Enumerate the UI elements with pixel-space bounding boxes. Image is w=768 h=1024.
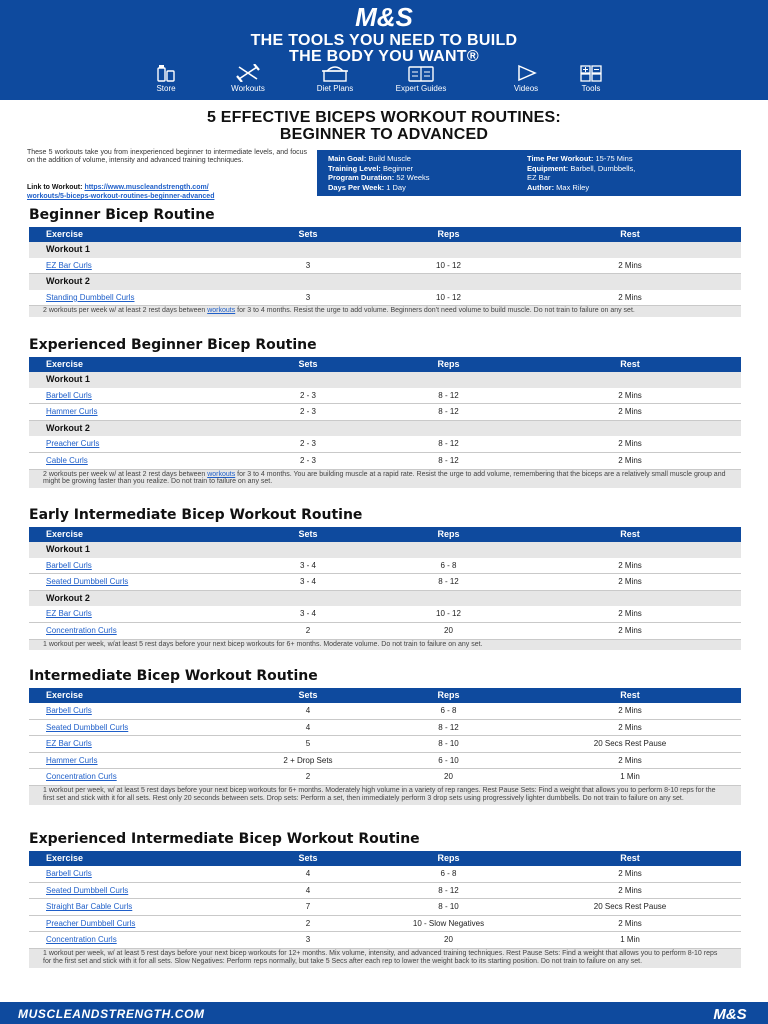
sets-cell: 5 — [238, 736, 378, 753]
nav-videos-label: Videos — [513, 84, 539, 93]
exercise-cell — [29, 882, 238, 899]
reps-cell: 10 - 12 — [378, 606, 519, 622]
exercise-link[interactable]: EZ Bar Curls — [46, 260, 92, 270]
rest-cell: 2 Mins — [519, 388, 741, 404]
exercise-link[interactable]: Seated Dumbbell Curls — [46, 722, 129, 732]
workout-group-label: Workout 2 — [29, 274, 741, 290]
sets-cell: 2 — [238, 622, 378, 639]
sets-cell: 3 - 4 — [238, 558, 378, 574]
table-row — [29, 290, 741, 306]
reps-cell: 8 - 10 — [378, 736, 519, 753]
footer-bar — [0, 1002, 768, 1024]
sets-cell: 3 - 4 — [238, 606, 378, 622]
column-header-reps: Reps — [378, 227, 519, 242]
exercise-link[interactable]: Barbell Curls — [46, 560, 92, 570]
exercise-link[interactable]: Hammer Curls — [46, 755, 98, 765]
exercise-cell — [29, 606, 238, 622]
table-row — [29, 866, 741, 882]
table-row — [29, 558, 741, 574]
section-title: Intermediate Bicep Workout Routine — [29, 668, 318, 684]
reps-cell: 8 - 12 — [378, 882, 519, 899]
routine-section — [29, 668, 741, 805]
table-row — [29, 703, 741, 719]
summary-label: Training Level: — [328, 163, 384, 173]
rest-cell: 20 Secs Rest Pause — [519, 899, 741, 916]
reps-cell: 20 — [378, 932, 519, 949]
svg-text:M&S: M&S — [713, 1006, 747, 1021]
column-header-sets: Sets — [238, 851, 378, 866]
summary-row — [527, 183, 737, 193]
reps-cell: 8 - 12 — [378, 404, 519, 421]
rest-cell: 2 Mins — [519, 752, 741, 769]
table-header-row — [29, 227, 741, 242]
routine-table — [29, 851, 741, 949]
ms-logo[interactable] — [333, 4, 435, 30]
rest-cell: 1 Min — [519, 932, 741, 949]
header-banner — [0, 0, 768, 100]
rest-cell: 2 Mins — [519, 290, 741, 306]
exercise-cell — [29, 404, 238, 421]
column-header-sets: Sets — [238, 357, 378, 372]
section-title: Beginner Bicep Routine — [29, 207, 215, 223]
exercise-cell — [29, 622, 238, 639]
table-header-row — [29, 527, 741, 542]
reps-cell: 8 - 12 — [378, 574, 519, 591]
sets-cell: 3 — [238, 258, 378, 274]
exercise-cell — [29, 388, 238, 404]
table-row — [29, 932, 741, 949]
table-row — [29, 574, 741, 591]
reps-cell: 20 — [378, 769, 519, 786]
rest-cell: 2 Mins — [519, 258, 741, 274]
exercise-cell — [29, 558, 238, 574]
intro-text: These 5 workouts take you from inexperienced beginner to intermediate levels, and focus on the addition of volume, intensity and advanced training techniques. — [27, 149, 307, 164]
workout-group-label: Workout 1 — [29, 242, 741, 258]
exercise-cell — [29, 752, 238, 769]
sets-cell: 4 — [238, 882, 378, 899]
column-header-exercise: Exercise — [29, 851, 238, 866]
header-tagline — [0, 33, 768, 65]
exercise-link[interactable]: Cable Curls — [46, 455, 88, 465]
exercise-cell — [29, 290, 238, 306]
summary-row — [328, 173, 528, 183]
reps-cell: 8 - 12 — [378, 452, 519, 469]
summary-row — [328, 164, 528, 174]
rest-cell: 2 Mins — [519, 574, 741, 591]
exercise-cell — [29, 258, 238, 274]
header-nav — [0, 64, 768, 98]
reps-cell: 10 - Slow Negatives — [378, 915, 519, 932]
nav-expert-guides-label: Expert Guides — [395, 84, 447, 93]
exercise-link[interactable]: Seated Dumbbell Curls — [46, 885, 129, 895]
reps-cell: 6 - 8 — [378, 866, 519, 882]
section-title: Early Intermediate Bicep Workout Routine — [29, 507, 363, 523]
table-header-row — [29, 688, 741, 703]
exercise-cell — [29, 899, 238, 916]
table-row — [29, 606, 741, 622]
reps-cell: 8 - 12 — [378, 388, 519, 404]
summary-row — [328, 154, 528, 164]
routine-table — [29, 227, 741, 306]
summary-value: EZ Bar — [527, 173, 551, 182]
table-row — [29, 899, 741, 916]
exercise-link[interactable]: Barbell Curls — [46, 706, 92, 715]
exercise-cell — [29, 719, 238, 736]
workout-link-line1[interactable]: https://www.muscleandstrength.com/ — [84, 184, 209, 191]
column-header-exercise: Exercise — [29, 527, 238, 542]
exercise-cell — [29, 703, 238, 719]
sets-cell: 2 - 3 — [238, 404, 378, 421]
diet-plans-icon — [317, 64, 353, 82]
exercise-cell — [29, 736, 238, 753]
exercise-link[interactable]: Concentration Curls — [46, 772, 117, 782]
sets-cell: 2 + Drop Sets — [238, 752, 378, 769]
tools-icon — [573, 64, 609, 82]
column-header-rest: Rest — [519, 851, 741, 866]
nav-tools-label: Tools — [581, 84, 601, 93]
sets-cell: 2 - 3 — [238, 452, 378, 469]
expert-guides-icon — [403, 64, 439, 82]
workouts-link[interactable]: workouts — [207, 470, 236, 478]
reps-cell: 20 — [378, 622, 519, 639]
workouts-icon — [230, 64, 266, 82]
workouts-link[interactable]: workouts — [207, 307, 236, 315]
column-header-rest: Rest — [519, 227, 741, 242]
summary-column-left — [328, 154, 528, 192]
column-header-sets: Sets — [238, 227, 378, 242]
sets-cell: 2 — [238, 915, 378, 932]
reps-cell: 8 - 12 — [378, 436, 519, 452]
workout-link-block — [27, 183, 307, 201]
workout-group-label: Workout 1 — [29, 542, 741, 558]
summary-label: Days Per Week: — [328, 182, 387, 192]
routine-table — [29, 357, 741, 470]
column-header-reps: Reps — [378, 688, 519, 703]
sets-cell: 4 — [238, 703, 378, 719]
column-header-reps: Reps — [378, 851, 519, 866]
program-summary-box — [317, 150, 741, 196]
exercise-cell — [29, 866, 238, 882]
summary-value: 1 Day — [386, 182, 406, 192]
summary-label: Time Per Workout: — [527, 154, 596, 163]
summary-value: 15-75 Mins — [595, 154, 633, 163]
rest-cell: 1 Min — [519, 769, 741, 786]
videos-icon — [508, 64, 544, 82]
sets-cell: 4 — [238, 866, 378, 882]
exercise-link[interactable]: Barbell Curls — [46, 390, 92, 400]
workout-group-label: Workout 2 — [29, 420, 741, 436]
nav-store-label: Store — [156, 84, 176, 93]
exercise-link[interactable]: Preacher Curls — [46, 439, 100, 449]
routine-section — [29, 831, 741, 968]
table-row — [29, 258, 741, 274]
workout-group-row — [29, 542, 741, 558]
exercise-link[interactable]: Hammer Curls — [46, 407, 98, 417]
routine-note: 2 workouts per week w/ at least 2 rest days between workouts for 3 to 4 months. Resist the urge to add volume. Beginners don’t need volume to build muscle. Do not train to failure on any set. — [29, 306, 741, 317]
table-header-row — [29, 357, 741, 372]
exercise-link[interactable]: EZ Bar Curls — [46, 739, 92, 749]
exercise-link[interactable]: Concentration Curls — [46, 625, 117, 635]
rest-cell: 2 Mins — [519, 404, 741, 421]
column-header-exercise: Exercise — [29, 357, 238, 372]
sets-cell: 3 - 4 — [238, 574, 378, 591]
sets-cell: 7 — [238, 899, 378, 916]
rest-cell: 2 Mins — [519, 622, 741, 639]
workout-group-row — [29, 420, 741, 436]
rest-cell: 2 Mins — [519, 915, 741, 932]
routine-table — [29, 527, 741, 640]
exercise-link[interactable]: Seated Dumbbell Curls — [46, 577, 129, 587]
section-title: Experienced Intermediate Bicep Workout Routine — [29, 831, 420, 847]
table-row — [29, 622, 741, 639]
table-row — [29, 436, 741, 452]
sets-cell: 4 — [238, 719, 378, 736]
sets-cell: 2 — [238, 769, 378, 786]
workout-group-row — [29, 590, 741, 606]
routine-note: 1 workout per week, w/ at least 5 rest days before your next bicep workouts for 6+ months. Moderately high volume in a variety of rep ranges. Rest Pause Sets: Find a weight that allows you to perform 8-10 reps for the first set and stick with it for all sets. Rest only 20 seconds between sets. Drop sets: Perform a set, then immediately perform 3 drop sets using progressively lighter dumbbells. Do not train to failure on any set. — [29, 786, 741, 805]
exercise-link[interactable]: Barbell Curls — [46, 869, 92, 878]
reps-cell: 6 - 8 — [378, 558, 519, 574]
nav-tools[interactable] — [546, 64, 636, 93]
summary-column-right — [527, 154, 737, 192]
footer-url[interactable]: MUSCLEANDSTRENGTH.COM — [18, 1007, 205, 1021]
header-tagline-line1: THE TOOLS YOU NEED TO BUILD — [250, 32, 518, 49]
summary-value: Barbell, Dumbbells, — [570, 163, 636, 173]
workout-group-row — [29, 372, 741, 388]
exercise-link[interactable]: Standing Dumbbell Curls — [46, 292, 135, 302]
summary-row — [527, 173, 737, 183]
reps-cell: 10 - 12 — [378, 258, 519, 274]
column-header-rest: Rest — [519, 527, 741, 542]
column-header-sets: Sets — [238, 688, 378, 703]
exercise-link[interactable]: Preacher Dumbbell Curls — [46, 918, 136, 928]
exercise-cell — [29, 769, 238, 786]
routine-note: 2 workouts per week w/ at least 2 rest days between workouts for 3 to 4 months. You are building muscle at a rapid rate. Resist the urge to add volume, remembering that the biceps are a relatively small muscle group and might be growing faster than you realize. Do not train to failure on any set. — [29, 470, 741, 489]
rest-cell: 2 Mins — [519, 703, 741, 719]
table-row — [29, 719, 741, 736]
sets-cell: 3 — [238, 932, 378, 949]
table-header-row — [29, 851, 741, 866]
exercise-cell — [29, 915, 238, 932]
summary-label: Main Goal: — [328, 154, 369, 163]
nav-workouts-label: Workouts — [231, 84, 265, 93]
exercise-cell — [29, 574, 238, 591]
reps-cell: 10 - 12 — [378, 290, 519, 306]
exercise-link[interactable]: EZ Bar Curls — [46, 609, 92, 619]
rest-cell: 20 Secs Rest Pause — [519, 736, 741, 753]
routine-section — [29, 507, 741, 650]
column-header-sets: Sets — [238, 527, 378, 542]
table-row — [29, 452, 741, 469]
table-row — [29, 882, 741, 899]
store-icon — [148, 64, 184, 82]
footer-ms-logo[interactable] — [705, 1005, 755, 1021]
nav-workouts[interactable] — [203, 64, 293, 93]
column-header-rest: Rest — [519, 688, 741, 703]
routine-section — [29, 337, 741, 488]
rest-cell: 2 Mins — [519, 719, 741, 736]
reps-cell: 8 - 12 — [378, 719, 519, 736]
summary-value: Max Riley — [556, 182, 590, 192]
routine-table — [29, 688, 741, 786]
column-header-exercise: Exercise — [29, 227, 238, 242]
workout-group-row — [29, 274, 741, 290]
table-row — [29, 915, 741, 932]
column-header-reps: Reps — [378, 527, 519, 542]
summary-label: Author: — [527, 182, 557, 192]
summary-value: Build Muscle — [368, 154, 411, 163]
routine-note: 1 workout per week, w/at least 5 rest days before your next bicep workouts for 6+ months. Moderate volume. Do not train to failure on any set. — [29, 640, 741, 651]
section-title: Experienced Beginner Bicep Routine — [29, 337, 317, 353]
table-row — [29, 752, 741, 769]
page-title — [0, 109, 768, 143]
summary-row — [527, 154, 737, 164]
page-title-line1: 5 EFFECTIVE BICEPS WORKOUT ROUTINES: — [207, 109, 561, 126]
nav-store[interactable] — [121, 64, 211, 93]
header-tagline-line2: THE BODY YOU WANT® — [289, 48, 479, 65]
nav-expert-guides[interactable] — [376, 64, 466, 93]
column-header-reps: Reps — [378, 357, 519, 372]
rest-cell: 2 Mins — [519, 452, 741, 469]
rest-cell: 2 Mins — [519, 606, 741, 622]
table-row — [29, 769, 741, 786]
page-title-line2: BEGINNER TO ADVANCED — [279, 126, 489, 143]
sets-cell: 2 - 3 — [238, 388, 378, 404]
column-header-rest: Rest — [519, 357, 741, 372]
exercise-cell — [29, 452, 238, 469]
summary-label: Program Duration: — [328, 173, 397, 182]
nav-diet-plans[interactable] — [290, 64, 380, 93]
summary-row — [527, 164, 737, 174]
exercise-cell — [29, 436, 238, 452]
reps-cell: 6 - 8 — [378, 703, 519, 719]
svg-text:M&S: M&S — [355, 4, 413, 30]
table-row — [29, 404, 741, 421]
rest-cell: 2 Mins — [519, 436, 741, 452]
table-row — [29, 388, 741, 404]
rest-cell: 2 Mins — [519, 866, 741, 882]
summary-label: Equipment: — [527, 163, 571, 173]
workout-group-row — [29, 242, 741, 258]
sets-cell: 3 — [238, 290, 378, 306]
rest-cell: 2 Mins — [519, 558, 741, 574]
workout-link-label: Link to Workout: — [27, 184, 83, 191]
routine-section — [29, 207, 741, 317]
reps-cell: 6 - 10 — [378, 752, 519, 769]
rest-cell: 2 Mins — [519, 882, 741, 899]
exercise-cell — [29, 932, 238, 949]
workout-link-line2[interactable]: workouts/5-biceps-workout-routines-beginner-advanced — [27, 193, 215, 200]
workout-group-label: Workout 1 — [29, 372, 741, 388]
table-row — [29, 736, 741, 753]
nav-diet-plans-label: Diet Plans — [316, 84, 354, 93]
summary-value: 52 Weeks — [396, 173, 430, 182]
summary-row — [328, 183, 528, 193]
summary-value: Beginner — [383, 163, 414, 173]
workout-group-label: Workout 2 — [29, 590, 741, 606]
column-header-exercise: Exercise — [29, 688, 238, 703]
reps-cell: 8 - 10 — [378, 899, 519, 916]
exercise-link[interactable]: Straight Bar Cable Curls — [46, 902, 133, 912]
sets-cell: 2 - 3 — [238, 436, 378, 452]
routine-note: 1 workout per week, w/ at least 5 rest days before your next bicep workouts for 12+ months. Mix volume, intensity, and advanced training techniques. Rest Pause Sets: Find a weight that allows you to perform 8-10 reps for the first set and stick with it for all sets. Slow Negatives: Perform reps normally, but take 5 Secs after each rep to lower the weight back to its starting position. Do not train to failure on any set. — [29, 949, 741, 968]
exercise-link[interactable]: Concentration Curls — [46, 935, 117, 945]
